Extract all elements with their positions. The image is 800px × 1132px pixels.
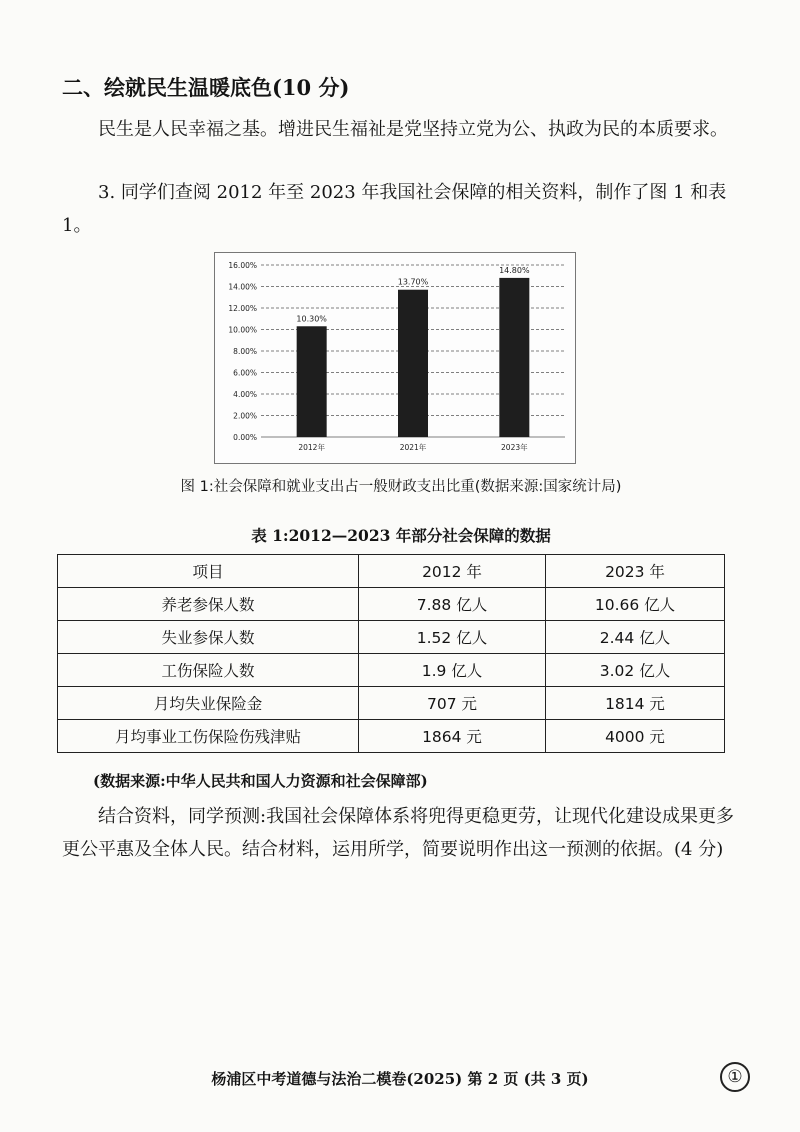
y-tick-label: 0.00% xyxy=(233,433,257,442)
table-header-2023: 2023 年 xyxy=(546,555,725,588)
y-tick-label: 10.00% xyxy=(228,325,257,335)
table-source: (数据来源:中华人民共和国人力资源和社会保障部) xyxy=(93,772,428,790)
bar-chart-svg xyxy=(215,253,575,463)
table-cell: 养老参保人数 xyxy=(58,588,359,621)
bar-value-label: 14.80% xyxy=(499,265,530,275)
bar-value-label: 13.70% xyxy=(397,277,429,287)
bar xyxy=(499,278,529,437)
table-row xyxy=(58,687,725,720)
figure-caption: 图 1:社会保障和就业支出占一般财政支出比重(数据来源:国家统计局) xyxy=(180,479,622,495)
table-row xyxy=(58,720,725,753)
table-cell: 4000 元 xyxy=(546,720,725,753)
table-row xyxy=(58,621,725,654)
table-cell: 月均事业工伤保险伤残津贴 xyxy=(58,720,359,753)
table-cell: 工伤保险人数 xyxy=(58,654,359,687)
page-mark: ① xyxy=(720,1062,750,1092)
intro-paragraph: 民生是人民幸福之基。增进民生福祉是党坚持立党为公、执政为民的本质要求。 xyxy=(98,119,728,140)
table-title: 表 1:2012—2023 年部分社会保障的数据 xyxy=(251,526,551,545)
table-cell: 1.9 亿人 xyxy=(359,654,546,687)
question-paragraph: 结合资料，同学预测:我国社会保障体系将兜得更稳更劳，让现代化建设成果更多更公平惠及全体人民。结合材料，运用所学，简要说明作出这一预测的依据。(4 分) xyxy=(62,806,735,860)
table-cell: 1864 元 xyxy=(359,720,546,753)
social-security-table xyxy=(57,554,725,753)
x-tick-label: 2023年 xyxy=(501,443,528,452)
question-lead-paragraph: 3. 同学们查阅 2012 年至 2023 年我国社会保障的相关资料，制作了图 1 和表 1。 xyxy=(62,182,727,236)
table-header-row xyxy=(58,555,725,588)
x-tick-label: 2012年 xyxy=(298,443,325,452)
table-cell: 3.02 亿人 xyxy=(546,654,725,687)
table-cell: 失业参保人数 xyxy=(58,621,359,654)
bar xyxy=(398,290,428,437)
table-cell: 10.66 亿人 xyxy=(546,588,725,621)
table-row xyxy=(58,654,725,687)
table-cell: 1814 元 xyxy=(546,687,725,720)
bar-chart xyxy=(214,252,576,464)
bar xyxy=(297,326,327,437)
y-tick-label: 12.00% xyxy=(228,304,257,313)
table-cell: 1.52 亿人 xyxy=(359,621,546,654)
page-footer: 杨浦区中考道德与法治二模卷(2025) 第 2 页 (共 3 页) xyxy=(211,1070,589,1088)
table-cell: 2.44 亿人 xyxy=(546,621,725,654)
bar-value-label: 10.30% xyxy=(296,314,327,324)
y-tick-label: 8.00% xyxy=(233,347,257,356)
table-row xyxy=(58,588,725,621)
y-tick-label: 4.00% xyxy=(233,390,257,399)
y-tick-label: 2.00% xyxy=(233,411,257,421)
section-title: 二、绘就民生温暖底色(10 分) xyxy=(62,75,350,100)
x-tick-label: 2021年 xyxy=(399,443,427,452)
table-cell: 707 元 xyxy=(359,687,546,720)
table-cell: 月均失业保险金 xyxy=(58,687,359,720)
y-tick-label: 6.00% xyxy=(233,368,257,378)
y-tick-label: 14.00% xyxy=(228,282,257,292)
table-header-2012: 2012 年 xyxy=(359,555,546,588)
table-cell: 7.88 亿人 xyxy=(359,588,546,621)
table-header-item: 项目 xyxy=(58,555,359,588)
y-tick-label: 16.00% xyxy=(228,261,257,270)
